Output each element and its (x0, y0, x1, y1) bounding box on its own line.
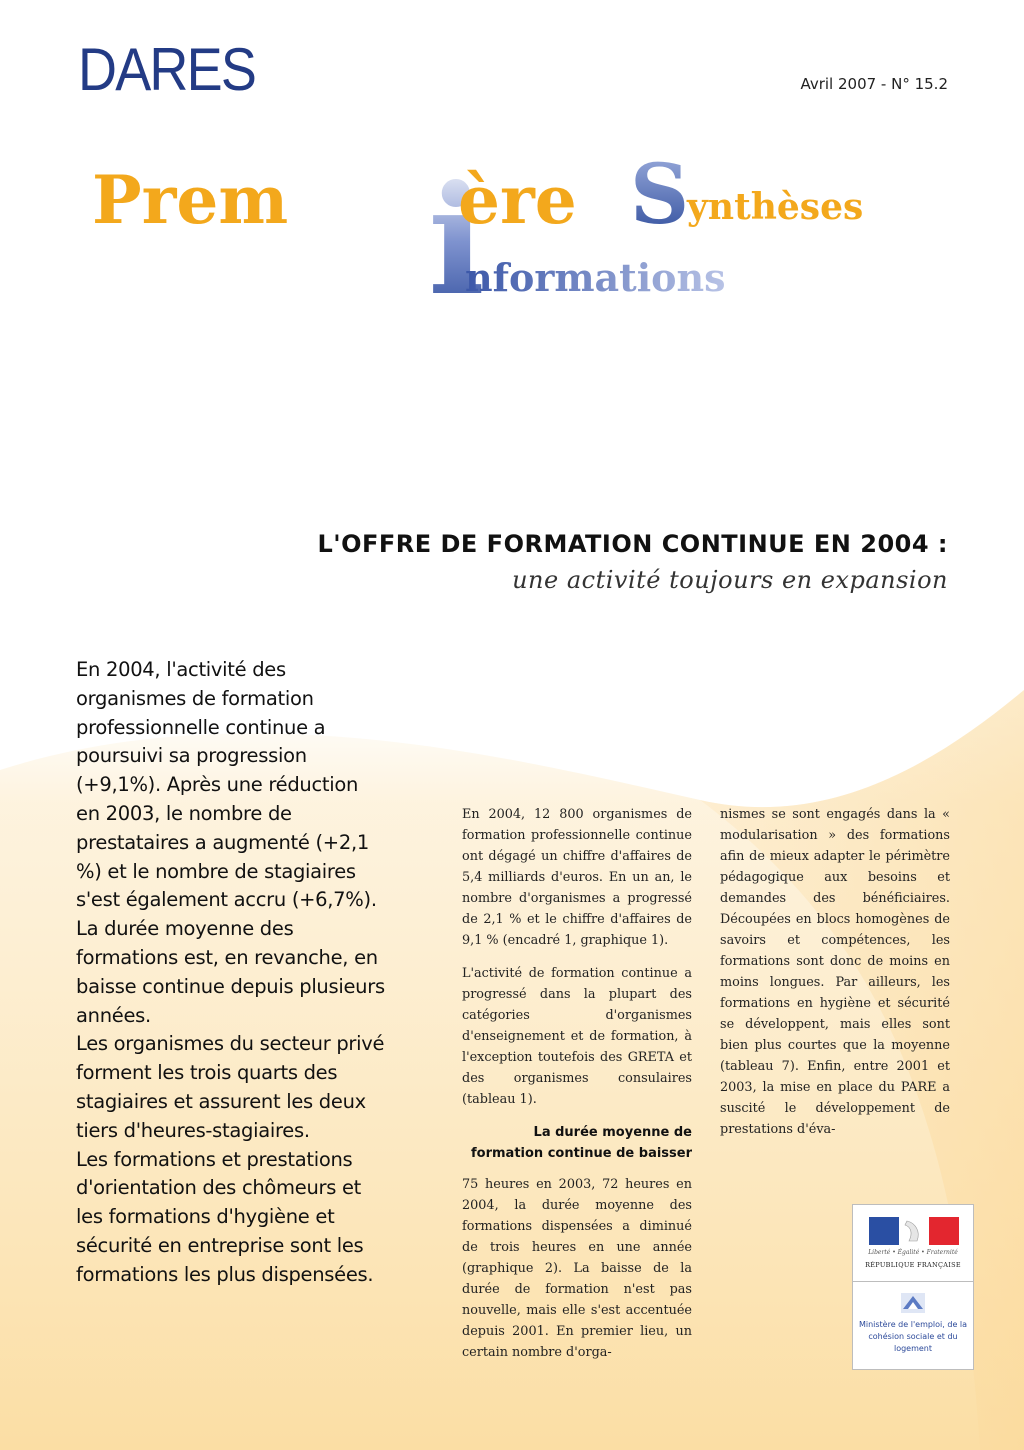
summary-paragraph: Les organismes du secteur privé forment les trois quarts des stagiaires et assurent les deux tiers d'heures-stagiaires. (76, 1032, 385, 1142)
body-paragraph: L'activité de formation continue a progressé dans la plupart des catégories d'organismes d'enseignement et de formation, à l'exception toutefois des GRETA et des organismes consulaires (tableau 1). (462, 966, 692, 1107)
marianne-flag-icon (869, 1217, 959, 1245)
logo-ere: ère (458, 161, 577, 239)
republic-name: RÉPUBLIQUE FRANÇAISE (865, 1261, 961, 1269)
ministry-name: Ministère de l'emploi, de la cohésion sociale et du logement (858, 1320, 968, 1353)
logo-prem: Prem (92, 161, 289, 239)
government-logo (852, 1204, 974, 1370)
issue-number: Avril 2007 - N° 15.2 (800, 75, 948, 93)
headline (317, 530, 948, 594)
summary-paragraph: Les formations et prestations d'orientation des chômeurs et les formations d'hygiène et sécurité en entreprise sont les formations les plus dispensées. (76, 1147, 374, 1286)
summary-paragraph: La durée moyenne des formations est, en revanche, en baisse continue depuis plusieurs années. (76, 917, 385, 1027)
summary-paragraph: En 2004, l'activité des organismes de formation professionnelle continue a poursuivi sa progression (+9,1%). Après une réduction en 2003, le nombre de prestataires a augmenté (+2,1 %) et le nombre de stagiaires s'est également accru (+6,7%). (76, 658, 377, 912)
logo-syntheses: ynthèses (687, 186, 864, 228)
body-column-2 (720, 804, 950, 1152)
headline-subtitle: une activité toujours en expansion (512, 566, 948, 594)
ministry-emblem-icon (899, 1291, 927, 1315)
dares-wordmark: DARES (78, 36, 256, 103)
body-paragraph: 75 heures en 2003, 72 heures en 2004, la durée moyenne des formations dispensées a diminué de trois heures en une année (graphique 2). La baisse de la durée de formation n'est pas nouvelle, mais elle s'est accentuée depuis 2001. En premier lieu, un certain nombre d'orga- (462, 1177, 692, 1360)
body-paragraph: nismes se sont engagés dans la « modularisation » des formations afin de mieux adapter le périmètre pédagogique aux besoins et demandes des bénéficiaires. Découpées en blocs homogènes de savoirs et compétences, les formations sont donc de moins en moins longues. Par ailleurs, les formations en hygiène et sécurité se développent, mais elles sont bien plus courtes que la moyenne (tableau 7). Enfin, entre 2001 et 2003, la mise en place du PARE a suscité le développement de prestations d'éva- (720, 807, 950, 1137)
publication-logo (90, 145, 950, 305)
logo-divider (853, 1281, 973, 1282)
republic-motto: Liberté • Égalité • Fraternité (868, 1249, 958, 1256)
summary-box (76, 656, 386, 1290)
body-column-1 (462, 804, 692, 1375)
section-heading: La durée moyenne de formation continue de baisser (471, 1125, 692, 1161)
headline-title: L'OFFRE DE FORMATION CONTINUE EN 2004 : (317, 530, 948, 558)
body-paragraph: En 2004, 12 800 organismes de formation professionnelle continue ont dégagé un chiffre d'affaires de 5,4 milliards d'euros. En un an, le nombre d'organismes a progressé de 2,1 % et le chiffre d'affaires de 9,1 % (encadré 1, graphique 1). (462, 807, 692, 948)
logo-i: i (428, 153, 485, 305)
logo-s: S (630, 147, 690, 243)
logo-informations: nformations (465, 255, 726, 300)
